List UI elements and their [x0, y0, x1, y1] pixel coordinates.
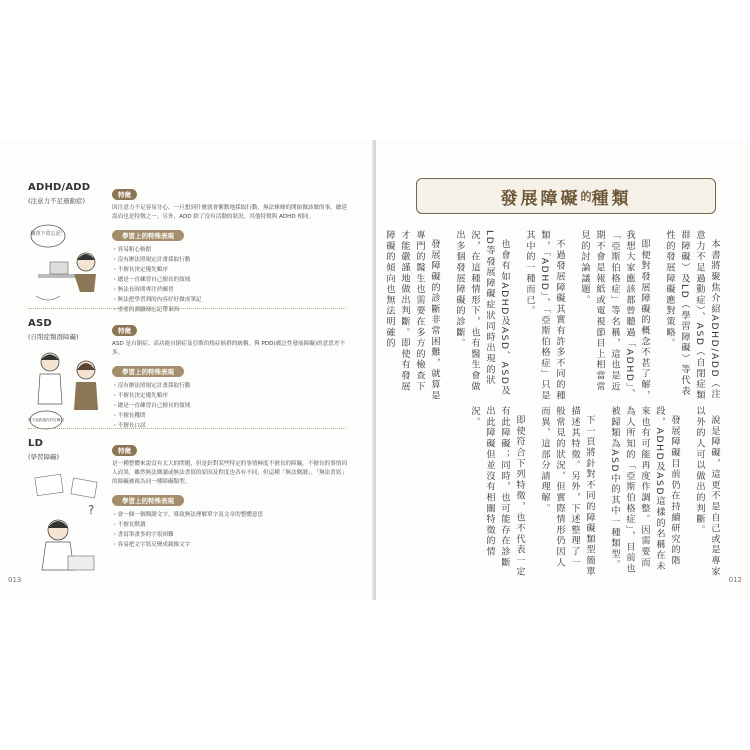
list-item: ・容易粗心較錯: [112, 247, 152, 253]
learning-tag: 學習上的特殊表現: [112, 366, 184, 377]
section-subtitle: (自閉症類群障礙): [28, 333, 79, 341]
list-item: ・不擅長穫問: [112, 413, 146, 419]
paragraph: 即便對發展障礙的概念不甚了解，我想大家應該都曾聽過「ADHD」、「亞斯伯格症」等名稱，這也是近期不會是報紙或電視節目上相當常見的討論議題。: [579, 230, 650, 402]
list-item: ・無法把學習到的內容好好做成筆記: [112, 297, 202, 303]
paragraph: 發展障礙目前仍在持續研究的階段，ADHD及ASD這樣的名稱在未來也有可能再度作調整。因需要而為人所知的「亞斯伯格症」，目前也被歸類為ASD中的其中一種類型。: [609, 406, 680, 575]
left-page: [0, 140, 374, 600]
paragraph: 下一頁將針對不同的障礙類型簡單描述其特徵。另外，下述整理了一般常見的狀況，但實際情形仍因人而異，這部分請理解。: [539, 406, 595, 578]
feature-tag: 特徵: [112, 189, 137, 200]
page-number-left: 013: [8, 576, 22, 584]
section-divider: [28, 308, 346, 309]
learning-list: [112, 245, 348, 315]
list-item: ・沒有辦法照規定計畫採取行動: [112, 383, 191, 389]
body-text-lower: [408, 406, 722, 578]
illustration-asd: [28, 344, 108, 434]
section-asd: [28, 318, 348, 428]
paragraph: 本書將聚焦介紹ADHD/ADD（注意力不足過動症）、ASD（自閉症類群障礙）及LD（學習障礙）等代表性的發展障礙應對策略。: [664, 230, 720, 401]
illustration-ld: [28, 472, 108, 576]
section-adhd: [28, 182, 348, 322]
section-body: [112, 438, 348, 550]
chapter-title-particle: 的: [580, 190, 592, 203]
paragraph: 發展障礙的診斷非常困難，就算是專門的醫生也需要在多方的檢查下才能嚴謹地做出判斷。即使有發展障礙的傾向也無法明確的: [384, 230, 440, 402]
paragraph: 不過發展障礙其實有許多不同的種類，「ADHD」、「亞斯伯格症」只是其中的一種而已。: [524, 230, 565, 402]
list-item: ・總是一直練習自己擅長的領域: [112, 277, 191, 283]
feature-tag: 特徵: [112, 445, 137, 456]
right-page: [376, 140, 750, 600]
learning-list: [112, 510, 348, 550]
svg-text:?: ?: [88, 503, 95, 517]
list-item: ・不擅長口試: [112, 423, 146, 429]
paragraph: 即使符合下列特徵，也不代表一定有此障礙；同時，也可能存在診斷出此障礙但並沒有相關特徵的情況。: [469, 406, 525, 578]
illustration-adhd: [28, 222, 108, 312]
section-description: ASD 是自閉症、高功能自閉症及亞斯伯格症候群的統稱。與 PDD(廣泛性發展障礙)的意思差不多。: [112, 341, 345, 356]
section-title: ADHD/ADD: [28, 182, 91, 193]
paragraph: 說是障礙，這更不是自己或是專家以外的人可以做出的判斷。: [694, 406, 720, 578]
section-divider: [28, 428, 346, 429]
section-title: ASD: [28, 318, 52, 329]
list-item: ・總是一直練習自己擅長的領域: [112, 403, 191, 409]
book-spread: [0, 140, 750, 600]
page-number-right: 012: [728, 576, 742, 584]
section-header: [28, 438, 100, 461]
chapter-title-box: [416, 178, 716, 214]
list-item: ・容易把文字寫反變成鏡像文字: [112, 542, 191, 548]
list-item: ・會一個一個閱讀文字，導致無法理解單字及文章的整體意思: [112, 512, 264, 518]
speech-bubble-text: 對不起我還沒好好練習: [28, 418, 64, 422]
list-item: ・不擅長決定優先順序: [112, 393, 168, 399]
learning-list: [112, 381, 348, 431]
list-item: ・不擅長默讀: [112, 522, 146, 528]
list-item: ・重要的測驗卻忘記帶東西: [112, 307, 180, 313]
chapter-title-end: 種類: [591, 188, 632, 209]
section-header: [28, 182, 100, 205]
list-item: ・書寫筆畫多的字很困難: [112, 532, 174, 538]
section-description: 因注意力不足容易分心，一旦想到什麼就會衝動地採取行動，無法條條的開始做該做的事，總延誤而也是特徵之一。另外，ADD 除了沒有活動的狀況，其他特徵與 ADHD 相同。: [112, 205, 347, 220]
list-item: ・無法長時間專注於練習: [112, 287, 174, 293]
section-ld: [28, 438, 348, 578]
section-title: LD: [28, 438, 44, 449]
section-description: 是一種整體來說沒有太大的問題，但是針對某些特定的事情極度不擅長的障礙。不擅長的事情因人而異，雖然無法閱讀或無法書寫的原因及程度也各有不同，但這種「無法閱讀」、「無法書寫」的障礙被視為同一種障礙類型。: [112, 461, 347, 485]
section-body: [112, 318, 348, 431]
section-subtitle: (學習障礙): [28, 453, 60, 461]
learning-tag: 學習上的特殊表現: [112, 495, 184, 506]
section-header: [28, 318, 100, 341]
paragraph: 也會有如ADHD及ASD、ASD及LD等發展障礙症狀同時出現的狀況，在這種情形下，也有醫生會做出多個發展障礙的診斷。: [454, 230, 510, 397]
speech-bubble-text: 檢查下常忘記！: [30, 231, 66, 237]
list-item: ・沒有辦法照規定計畫採取行動: [112, 257, 191, 263]
learning-tag: 學習上的特殊表現: [112, 230, 184, 241]
list-item: ・不擅長決定優先順序: [112, 267, 168, 273]
chapter-title-main: 發展障礙: [500, 188, 581, 209]
body-text-upper: [384, 230, 722, 402]
section-subtitle: (注意力不足過動症): [28, 197, 86, 205]
feature-tag: 特徵: [112, 325, 137, 336]
section-body: [112, 182, 348, 315]
